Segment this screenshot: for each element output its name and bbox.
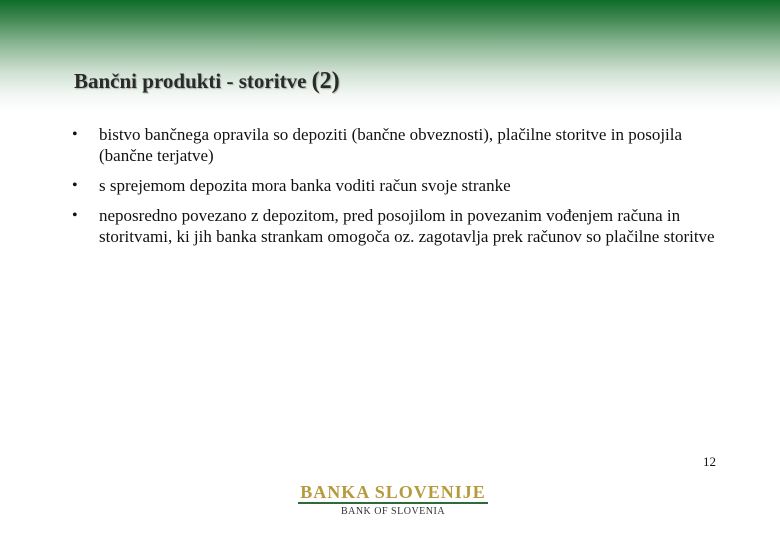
bullet-icon: •: [72, 207, 78, 224]
bullet-list: [72, 124, 722, 256]
bank-logo: [296, 482, 490, 517]
bullet-text: s sprejemom depozita mora banka voditi račun svoje stranke: [99, 176, 511, 195]
bullet-item: [72, 175, 722, 196]
bullet-text: neposredno povezano z depozitom, pred posojilom in povezanim vođenjem računa in storitvami, ki jih banka strankam omogoča oz. zagotavlja prek računov so plačilne storitve: [99, 206, 715, 246]
bullet-text: bistvo bančnega opravila so depoziti (bančne obveznosti), plačilne storitve in posojila (bančne terjatve): [99, 125, 683, 165]
slide-title-text: Bančni produkti - storitve: [74, 69, 307, 93]
logo-main-text: BANKA SLOVENIJE: [300, 482, 486, 502]
slide-title-number: (2): [311, 68, 340, 94]
bullet-icon: •: [72, 177, 78, 194]
bullet-icon: •: [72, 126, 78, 143]
bullet-item: [72, 124, 722, 166]
page-number: 12: [703, 454, 716, 469]
slide-title: [74, 68, 340, 95]
logo-sub-text: BANK OF SLOVENIA: [340, 506, 446, 517]
bullet-item: [72, 205, 722, 247]
